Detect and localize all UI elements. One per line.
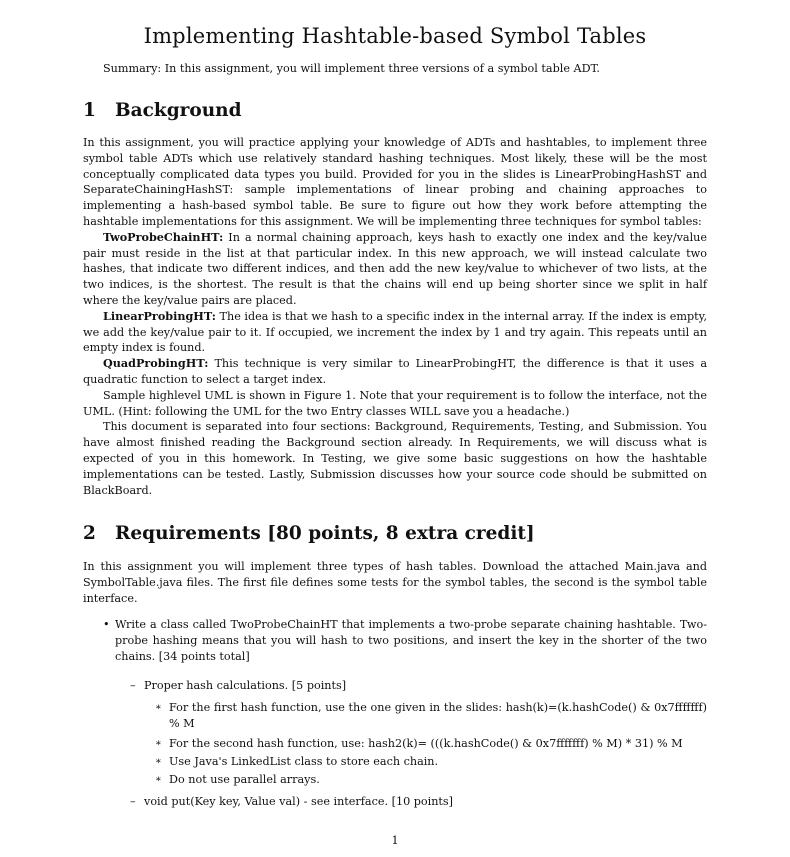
bullet-marker: • — [103, 618, 110, 631]
background-intro: In this assignment, you will practice applying your knowledge of ADTs and hashtables, to implement three symbol table ADTs which use relatively standard hashing techniques. Most likely, these will be the most conceptually complicated data types you build. Provided for you in the slides is LinearProbingHashST and SeparateChainingHashST: sample implementations of linear probing and chaining approaches to implementing a hash-based symbol table. Be sure to figure out how they work before attempting the hashtable implementations for this assignment. We will be implementing three techniques for symbol tables: — [83, 136, 707, 228]
subitem-hash-calculations: Proper hash calculations. [5 points] — [144, 679, 347, 692]
subsubitem-second-hash: For the second hash function, use: hash2(k)= (((k.hashCode() & 0x7fffffff) % M) * 31) % M — [169, 737, 683, 750]
definition-term: QuadProbingHT: — [103, 356, 209, 371]
star-marker: ∗ — [155, 702, 162, 713]
star-marker: ∗ — [155, 774, 162, 785]
section-title: Background — [115, 100, 242, 121]
star-marker: ∗ — [155, 756, 162, 767]
outline-paragraph: This document is separated into four sections: Background, Requirements, Testing, and Submission. You have almost finished reading the Background section already. In Requirements, we will discuss what is expected of you in this homework. In Testing, we give some basic suggestions on how the hashtable implementations can be tested. Lastly, Submission discusses how your source code should be submitted on BlackBoard. — [83, 420, 707, 497]
definition-term: TwoProbeChainHT: — [103, 229, 224, 244]
document-title: Implementing Hashtable-based Symbol Tables — [143, 24, 647, 48]
summary: Summary: In this assignment, you will implement three versions of a symbol table ADT. — [103, 62, 600, 75]
section-title: Requirements [80 points, 8 extra credit] — [115, 523, 535, 544]
page-number: 1 — [391, 834, 399, 847]
definition-term: LinearProbingHT: — [103, 308, 216, 323]
definition-text: In a normal chaining approach, keys hash to exactly one index and the key/value pair must reside in the list at that particular index. In this new approach, we will instead calculate two hashes, that indicate two different indices, and then add the new key/value to whichever of two lists, at the two indices, is the shortest. The result is that the chains will end up being shorter since we split in half where the key/value pairs are placed. — [83, 230, 707, 307]
subsubitem-first-hash: For the first hash function, use the one given in the slides: hash(k)=(k.hashCode() & 0x7fffffff) % M — [169, 701, 707, 730]
uml-paragraph: Sample highlevel UML is shown in Figure 1. Note that your requirement is to follow the interface, not the UML. (Hint: following the UML for the two Entry classes WILL save you a headache.) — [83, 388, 707, 418]
dash-marker: – — [130, 679, 136, 692]
requirements-list — [83, 0, 707, 857]
requirements-intro: In this assignment you will implement three types of hash tables. Download the attached Main.java and SymbolTable.java files. The first file defines some tests for the symbol tables, the second is the symbol table interface. — [83, 560, 707, 605]
subsubitem-no-parallel: Do not use parallel arrays. — [169, 773, 320, 786]
section-number: 1 — [83, 100, 96, 121]
definition-text: This technique is very similar to LinearProbingHT, the difference is that it uses a quadratic function to select a target index. — [83, 357, 707, 386]
dash-marker: – — [130, 795, 136, 808]
subitem-put: void put(Key key, Value val) - see interface. [10 points] — [144, 795, 454, 808]
subsubitem-linkedlist: Use Java's LinkedList class to store each chain. — [169, 755, 439, 768]
section-number: 2 — [83, 523, 96, 544]
bullet-item-twoprobe: Write a class called TwoProbeChainHT that implements a two-probe separate chaining hashtable. Two-probe hashing means that you will hash to two positions, and insert the key in the shorter of the two chains. [34 points total] — [115, 618, 707, 663]
star-marker: ∗ — [155, 738, 162, 749]
definition-text: The idea is that we hash to a specific index in the internal array. If the index is empty, we add the key/value pair to it. If occupied, we increment the index by 1 and try again. This repeats until an empty index is found. — [83, 309, 707, 355]
